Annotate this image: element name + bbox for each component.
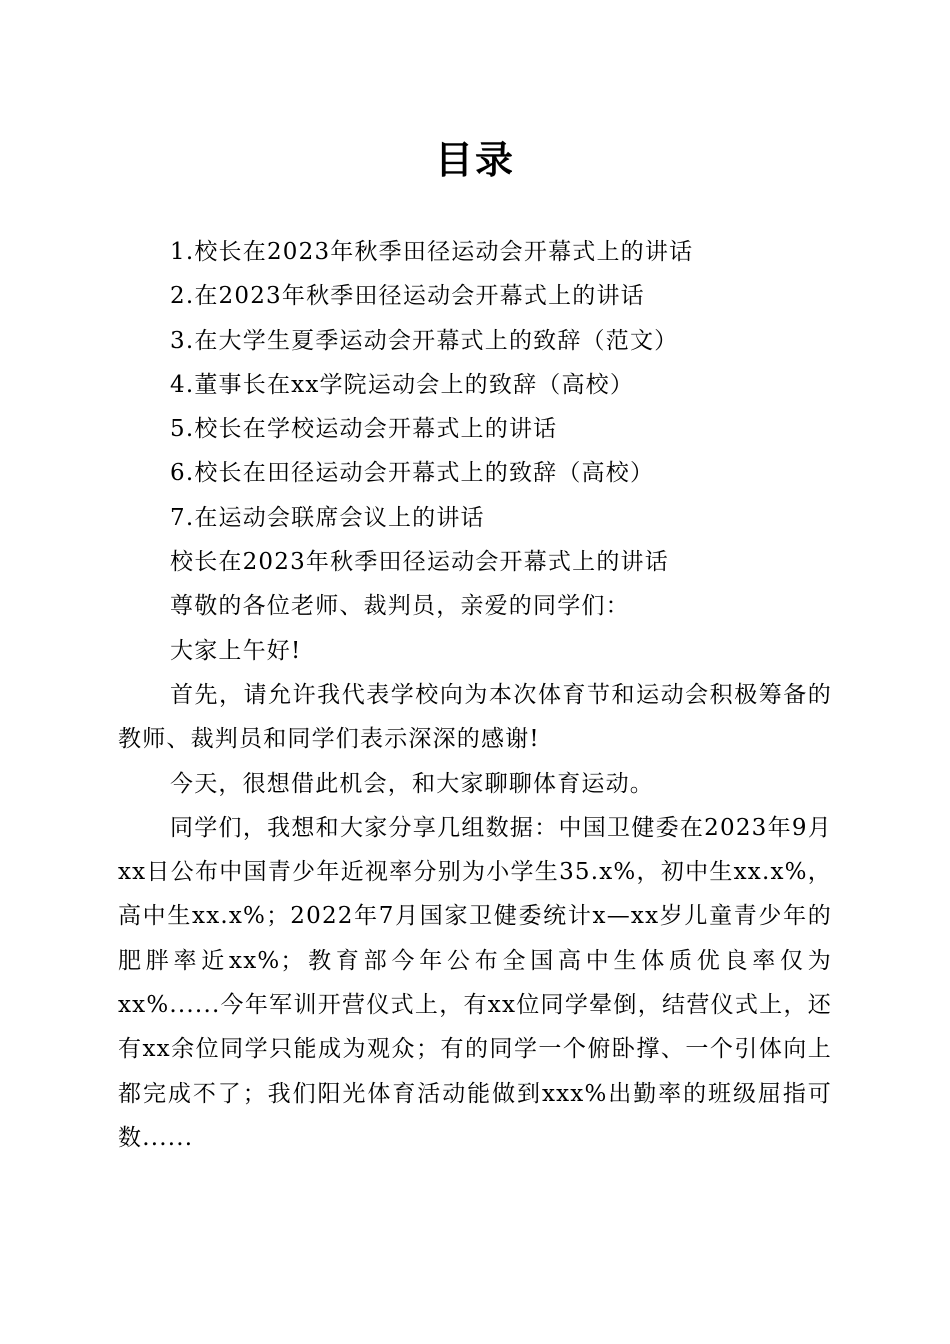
greeting-paragraph: 大家上午好! xyxy=(170,637,302,664)
toc-item-2: 2.在2023年秋季田径运动会开幕式上的讲话 xyxy=(170,283,645,310)
intro-paragraph: 今天，很想借此机会，和大家聊聊体育运动。 xyxy=(170,770,654,797)
document-body xyxy=(118,230,832,1160)
toc-item-3: 3.在大学生夏季运动会开幕式上的致辞（范文） xyxy=(170,327,679,354)
document-title: 目录 xyxy=(434,137,515,182)
toc-item-7: 7.在运动会联席会议上的讲话 xyxy=(170,504,485,531)
toc-item-5: 5.校长在学校运动会开幕式上的讲话 xyxy=(170,416,558,443)
toc-item-4: 4.董事长在xx学院运动会上的致辞（高校） xyxy=(170,371,635,398)
toc-item-6: 6.校长在田径运动会开幕式上的致辞（高校） xyxy=(170,460,655,487)
toc-item-1: 1.校长在2023年秋季田径运动会开幕式上的讲话 xyxy=(170,239,694,265)
speech-title: 校长在2023年秋季田径运动会开幕式上的讲话 xyxy=(170,549,669,576)
statistics-paragraph: 同学们，我想和大家分享几组数据：中国卫健委在2023年9月xx日公布中国青少年近视率分别为小学生35.x%，初中生xx.x%，高中生xx.x%；2022年7月国家卫健委统计x—xx岁儿童青少年的肥胖率近xx%；教育部今年公布全国高中生体质优良率仅为xx%......今年军训开营仪式上，有xx位同学晕倒，结营仪式上，还有xx余位同学只能成为观众；有的同学一个俯卧撑、一个引体向上都完成不了；我们阳光体育活动能做到xxx%出勤率的班级屈指可数...... xyxy=(118,814,832,1151)
salutation-paragraph: 尊敬的各位老师、裁判员，亲爱的同学们： xyxy=(170,593,630,620)
thanks-paragraph: 首先，请允许我代表学校向为本次体育节和运动会积极筹备的教师、裁判员和同学们表示深深的感谢! xyxy=(118,681,832,753)
